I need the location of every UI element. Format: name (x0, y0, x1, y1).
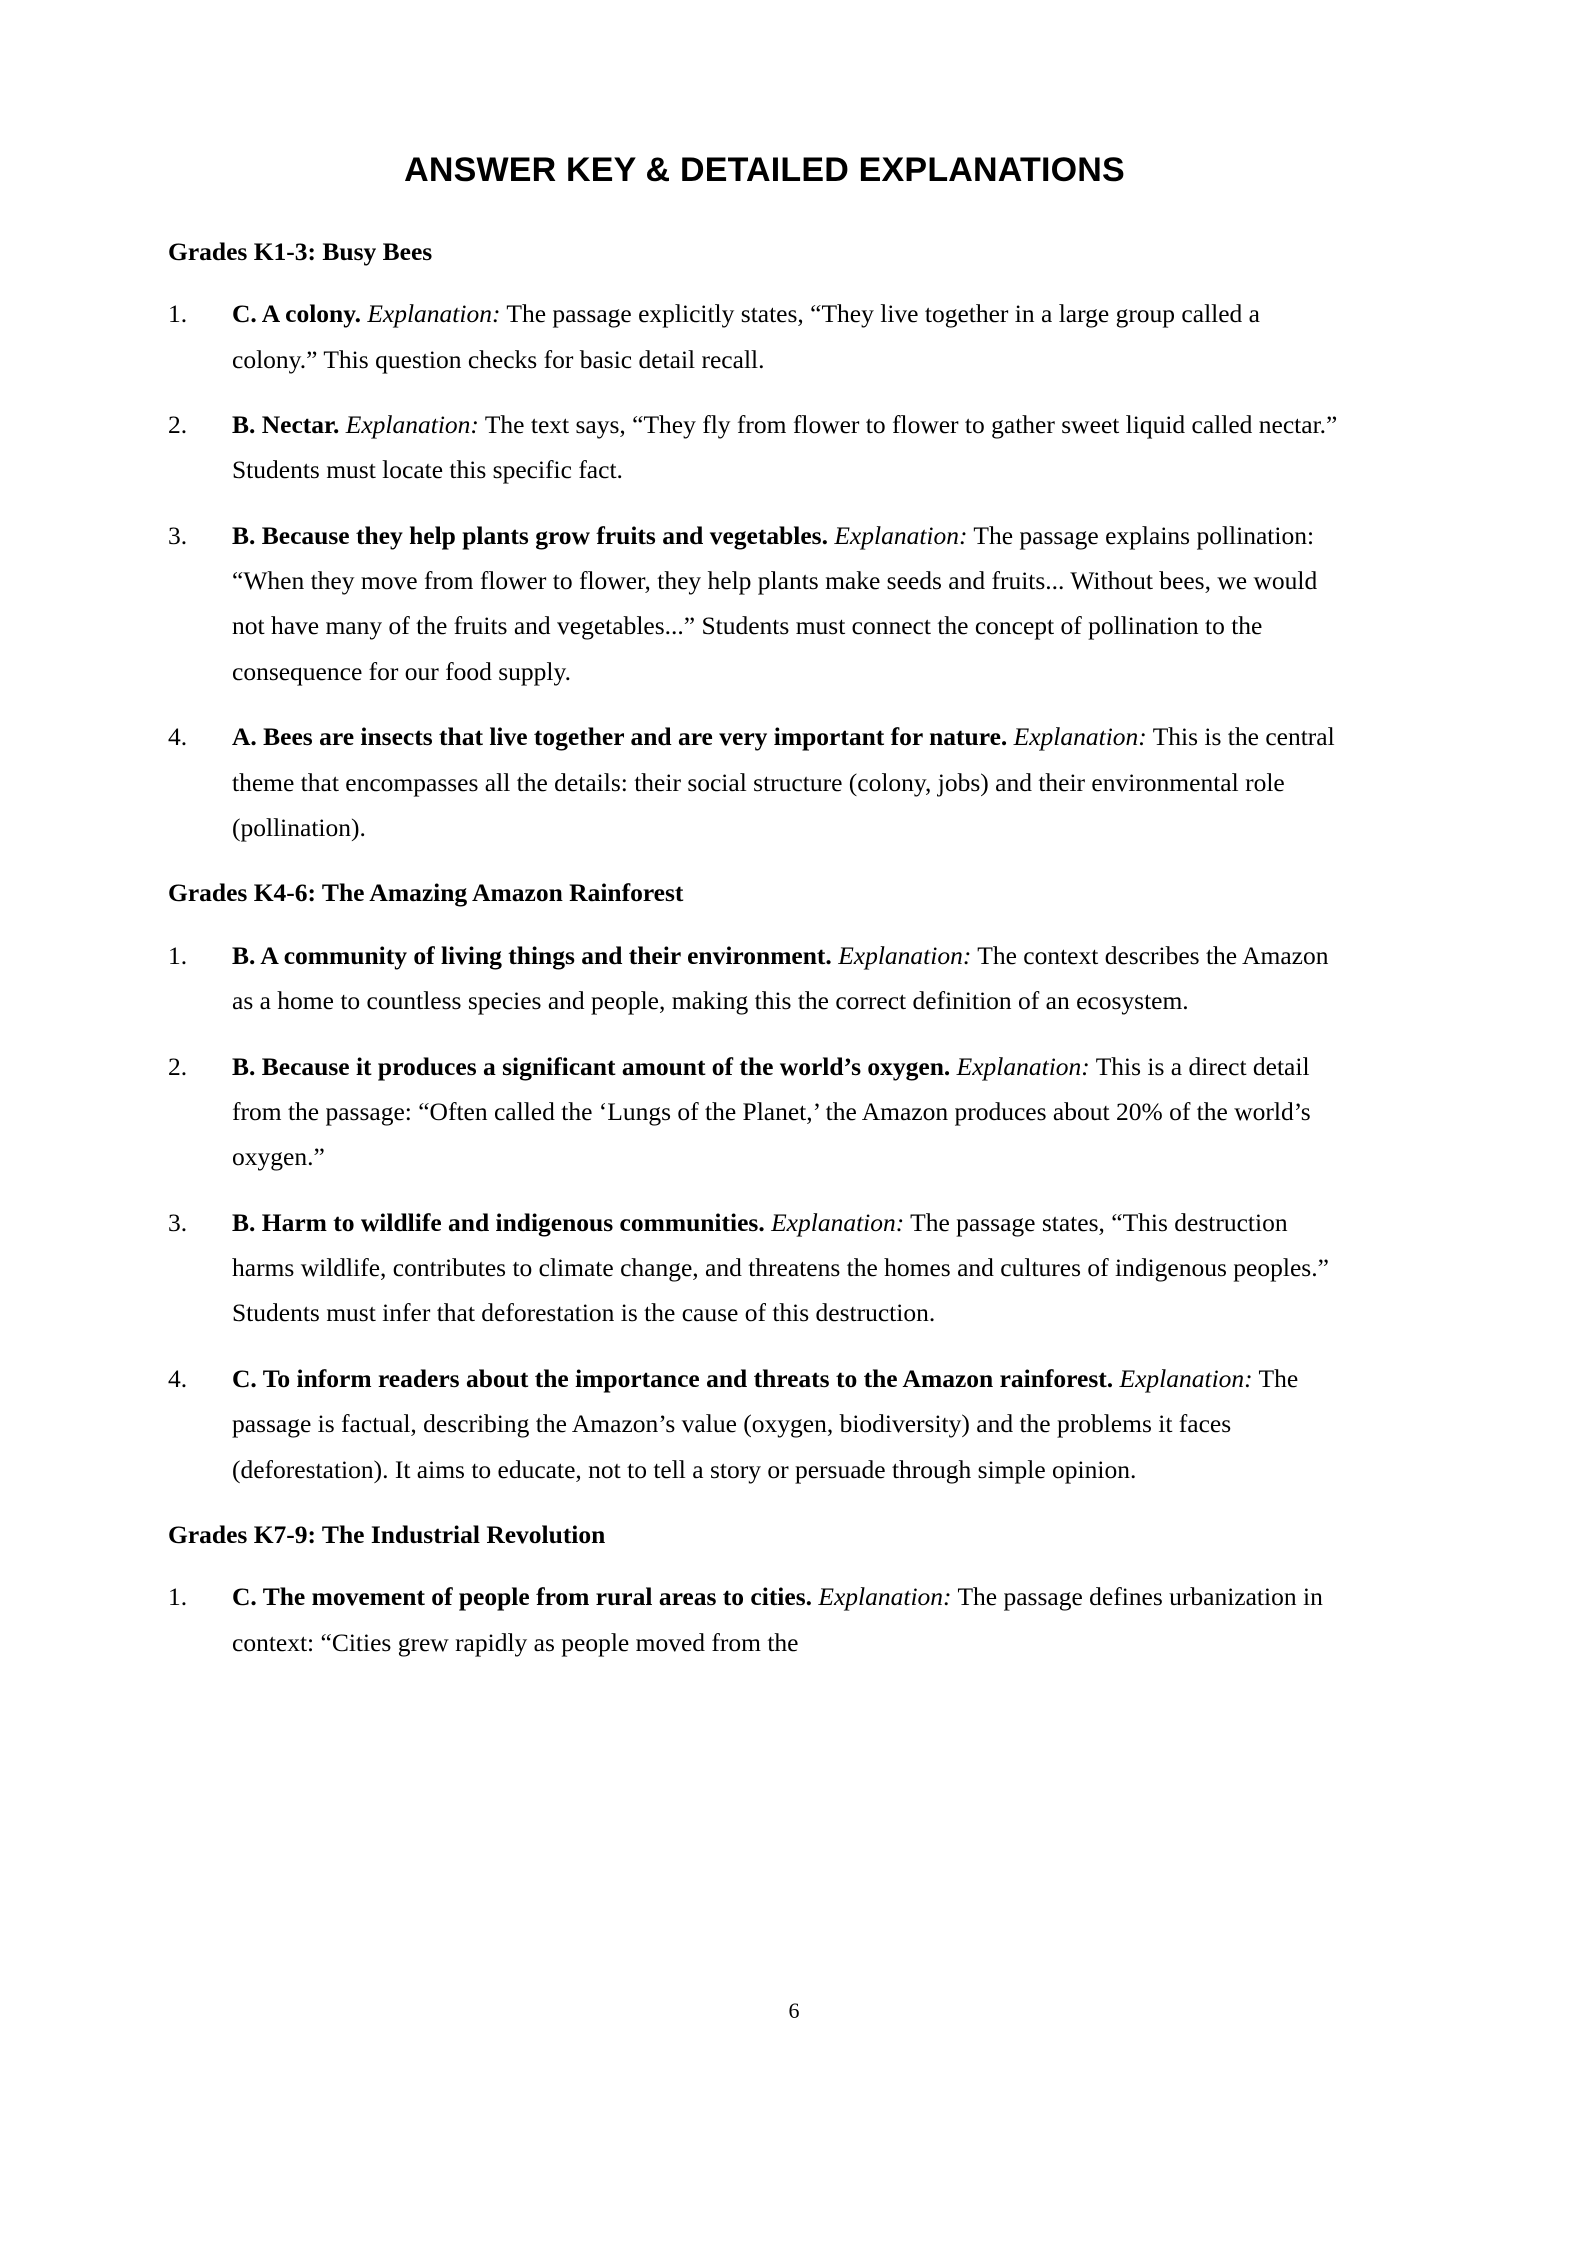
item-spacer (168, 694, 1343, 714)
item-number: 2. (168, 409, 188, 439)
explanation-label: Explanation: (367, 299, 501, 329)
item-number: 1. (168, 940, 188, 970)
explanation-text: The passage defines urbanization in context: “Cities grew rapidly as people moved from the (232, 1582, 1323, 1657)
answer-text: C. To inform readers about the importance and threats to the Amazon rainforest. (232, 1363, 1114, 1393)
item-spacer (168, 1336, 1343, 1356)
answer-item (168, 513, 1343, 695)
item-number: 3. (168, 520, 188, 550)
answer-item (168, 714, 1343, 850)
explanation-text: This is the central theme that encompasses all the details: their social structure (colony, jobs) and their environmental role (pollination). (232, 722, 1335, 842)
page-number: 6 (788, 1998, 800, 2023)
answer-list (168, 933, 1343, 1492)
section-heading: Grades K4-6: The Amazing Amazon Rainforest (168, 878, 684, 908)
explanation-label: Explanation: (771, 1207, 905, 1237)
item-number: 2. (168, 1051, 188, 1081)
item-spacer (168, 493, 1343, 513)
item-number: 1. (168, 299, 188, 329)
section-spacer (168, 850, 1343, 876)
explanation-text: This is a direct detail from the passage: “Often called the ‘Lungs of the Planet,’ the Amazon produces about 20% of the world’s oxygen.” (232, 1051, 1311, 1172)
answer-text: C. The movement of people from rural areas to cities. (232, 1582, 813, 1612)
page-title: ANSWER KEY & DETAILED EXPLANATIONS (404, 151, 1125, 189)
answer-text: C. A colony. (232, 299, 361, 329)
item-spacer (168, 1024, 1343, 1044)
item-number: 3. (168, 1207, 188, 1237)
item-spacer (168, 1180, 1343, 1200)
answer-item (168, 291, 1343, 382)
answer-list (168, 1574, 1343, 1665)
answer-text: B. A community of living things and their environment. (232, 940, 832, 970)
item-number: 4. (168, 1363, 188, 1393)
answer-item (168, 1200, 1343, 1336)
sections-container (168, 235, 1343, 1665)
explanation-label: Explanation: (345, 409, 479, 439)
answer-item (168, 1044, 1343, 1180)
document-content (168, 150, 1343, 1665)
heading-spacer (168, 911, 1343, 933)
answer-item (168, 1356, 1343, 1492)
heading-spacer (168, 1552, 1343, 1574)
answer-list (168, 291, 1343, 850)
item-number: 4. (168, 722, 188, 752)
section-heading: Grades K1-3: Busy Bees (168, 236, 433, 266)
answer-text: B. Nectar. (232, 409, 340, 439)
item-spacer (168, 382, 1343, 402)
explanation-label: Explanation: (956, 1051, 1090, 1081)
answer-item (168, 402, 1343, 493)
explanation-text: The context describes the Amazon as a home to countless species and people, making this the correct definition of an ecosystem. (232, 940, 1329, 1016)
explanation-text: The passage explicitly states, “They live together in a large group called a colony.” This question checks for basic detail recall. (232, 299, 1261, 374)
explanation-text: The text says, “They fly from flower to flower to gather sweet liquid called nectar.” Students must locate this specific fact. (232, 409, 1338, 485)
explanation-text: The passage states, “This destruction harms wildlife, contributes to climate change, and threatens the homes and cultures of indigenous peoples.” Students must infer that deforestation is the cause of this destruction. (232, 1207, 1329, 1328)
explanation-label: Explanation: (1013, 722, 1147, 752)
answer-text: A. Bees are insects that live together and are very important for nature. (232, 722, 1008, 752)
explanation-text: The passage explains pollination: “When they move from flower to flower, they help plants make seeds and fruits... Without bees, we would not have many of the fruits and vegetables...” Students must connect the concept of pollination to the consequence for our food supply. (232, 520, 1318, 686)
item-number: 1. (168, 1582, 188, 1612)
section-heading: Grades K7-9: The Industrial Revolution (168, 1519, 606, 1549)
explanation-label: Explanation: (818, 1582, 952, 1612)
explanation-label: Explanation: (838, 940, 972, 970)
answer-item (168, 933, 1343, 1024)
answer-text: B. Because it produces a significant amount of the world’s oxygen. (232, 1051, 951, 1081)
explanation-label: Explanation: (1119, 1363, 1253, 1393)
explanation-text: The passage is factual, describing the Amazon’s value (oxygen, biodiversity) and the problems it faces (deforestation). It aims to educate, not to tell a story or persuade through simple opinion. (232, 1363, 1299, 1484)
section-spacer (168, 1492, 1343, 1518)
heading-spacer (168, 269, 1343, 291)
answer-item (168, 1574, 1343, 1665)
answer-text: B. Harm to wildlife and indigenous communities. (232, 1207, 765, 1237)
answer-text: B. Because they help plants grow fruits and vegetables. (232, 520, 828, 550)
explanation-label: Explanation: (834, 520, 968, 550)
